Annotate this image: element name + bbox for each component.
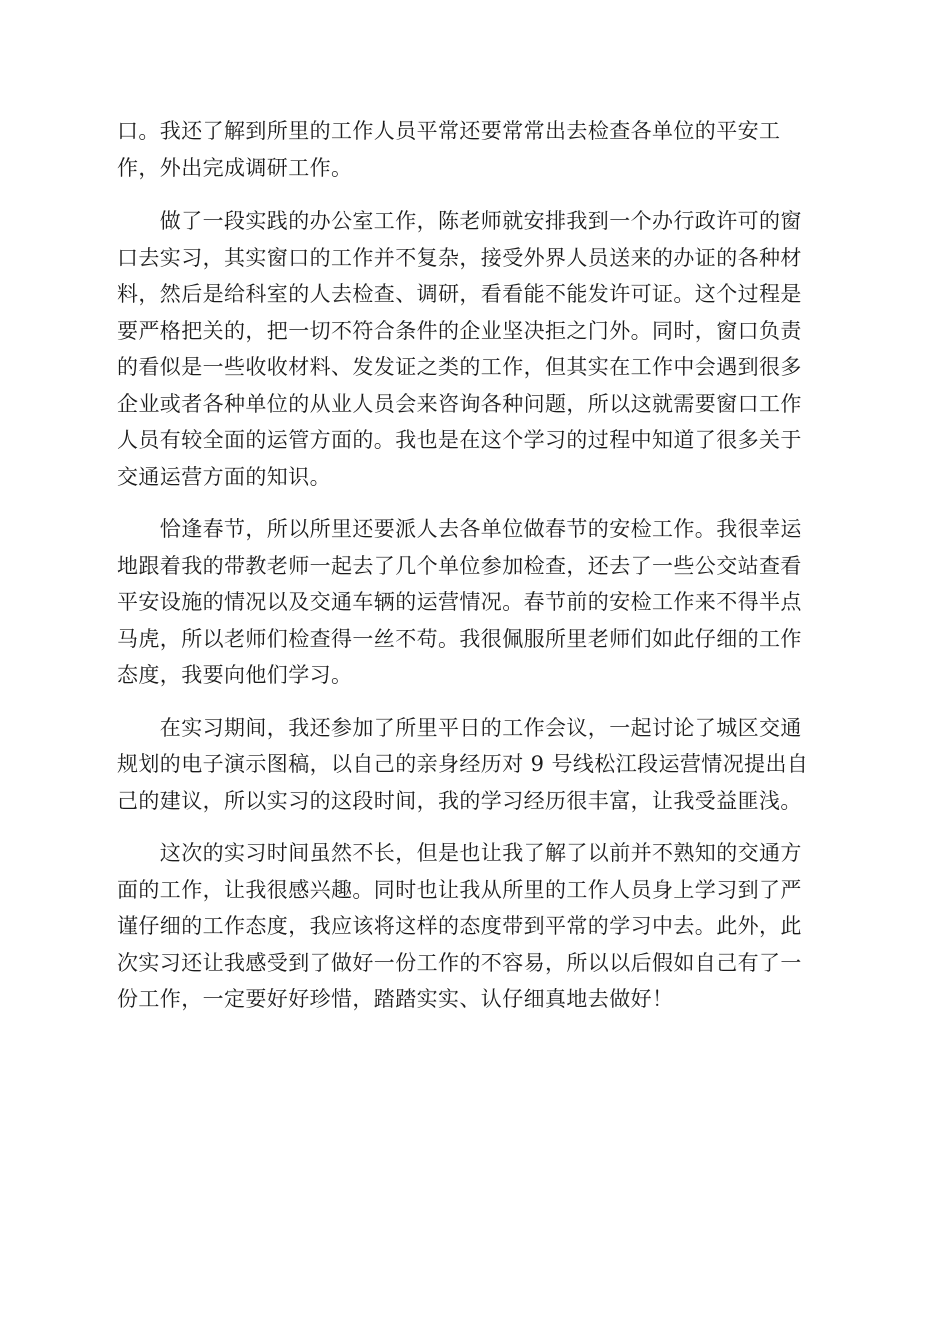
text-line: 料，然后是给科室的人去检查、调研，看看能不能发许可证。这个过程是 (117, 282, 802, 306)
text-line: 面的工作，让我很感兴趣。同时也让我从所里的工作人员身上学习到了严 (117, 877, 802, 902)
paragraph-5 (117, 835, 833, 1018)
text-line: 平安设施的情况以及交通车辆的运营情况。春节前的安检工作来不得半点 (117, 590, 802, 614)
paragraph-1 (117, 113, 833, 186)
paragraph-2 (117, 203, 833, 495)
text-line: 的看似是一些收收材料、发发证之类的工作，但其实在工作中会遇到很多 (117, 355, 802, 379)
text-line: 次实习还让我感受到了做好一份工作的不容易，所以以后假如自己有了一 (117, 950, 802, 975)
text-line: 在实习期间，我还参加了所里平日的工作会议，一起讨论了城区交通 (117, 715, 802, 740)
text-line: 交通运营方面的知识。 (117, 464, 331, 489)
text-line: 份工作，一定要好好珍惜，踏踏实实、认仔细真地去做好！ (117, 987, 674, 1011)
text-line: 谨仔细的工作态度，我应该将这样的态度带到平常的学习中去。此外，此 (117, 914, 802, 938)
text-line: 口。我还了解到所里的工作人员平常还要常常出去检查各单位的平安工 (117, 119, 781, 143)
text-line: 作，外出完成调研工作。 (117, 155, 353, 180)
text-line: 做了一段实践的办公室工作，陈老师就安排我到一个办行政许可的窗 (117, 209, 802, 233)
paragraph-3 (117, 511, 833, 694)
text-line: 企业或者各种单位的从业人员会来咨询各种问题，所以这就需要窗口工作 (117, 391, 802, 416)
text-line: 马虎，所以老师们检查得一丝不苟。我很佩服所里老师们如此仔细的工作 (117, 626, 802, 651)
text-line: 口去实习，其实窗口的工作并不复杂，接受外界人员送来的办证的各种材 (117, 245, 802, 270)
text-line: 恰逢春节，所以所里还要派人去各单位做春节的安检工作。我很幸运 (117, 517, 802, 541)
text-line: 态度，我要向他们学习。 (117, 663, 353, 687)
text-line: 己的建议，所以实习的这段时间，我的学习经历很丰富，让我受益匪浅。 (117, 788, 802, 813)
text-line: 这次的实习时间虽然不长，但是也让我了解了以前并不熟知的交通方 (117, 841, 802, 865)
document-body (117, 113, 833, 1034)
text-line: 人员有较全面的运管方面的。我也是在这个学习的过程中知道了很多关于 (117, 428, 802, 452)
text-line: 地跟着我的带教老师一起去了几个单位参加检查，还去了一些公交站查看 (117, 553, 802, 578)
paragraph-4 (117, 710, 833, 820)
text-line: 要严格把关的，把一切不符合条件的企业坚决拒之门外。同时，窗口负责 (117, 318, 802, 343)
text-line: 规划的电子演示图稿，以自己的亲身经历对 9 号线松江段运营情况提出自 (117, 752, 809, 776)
